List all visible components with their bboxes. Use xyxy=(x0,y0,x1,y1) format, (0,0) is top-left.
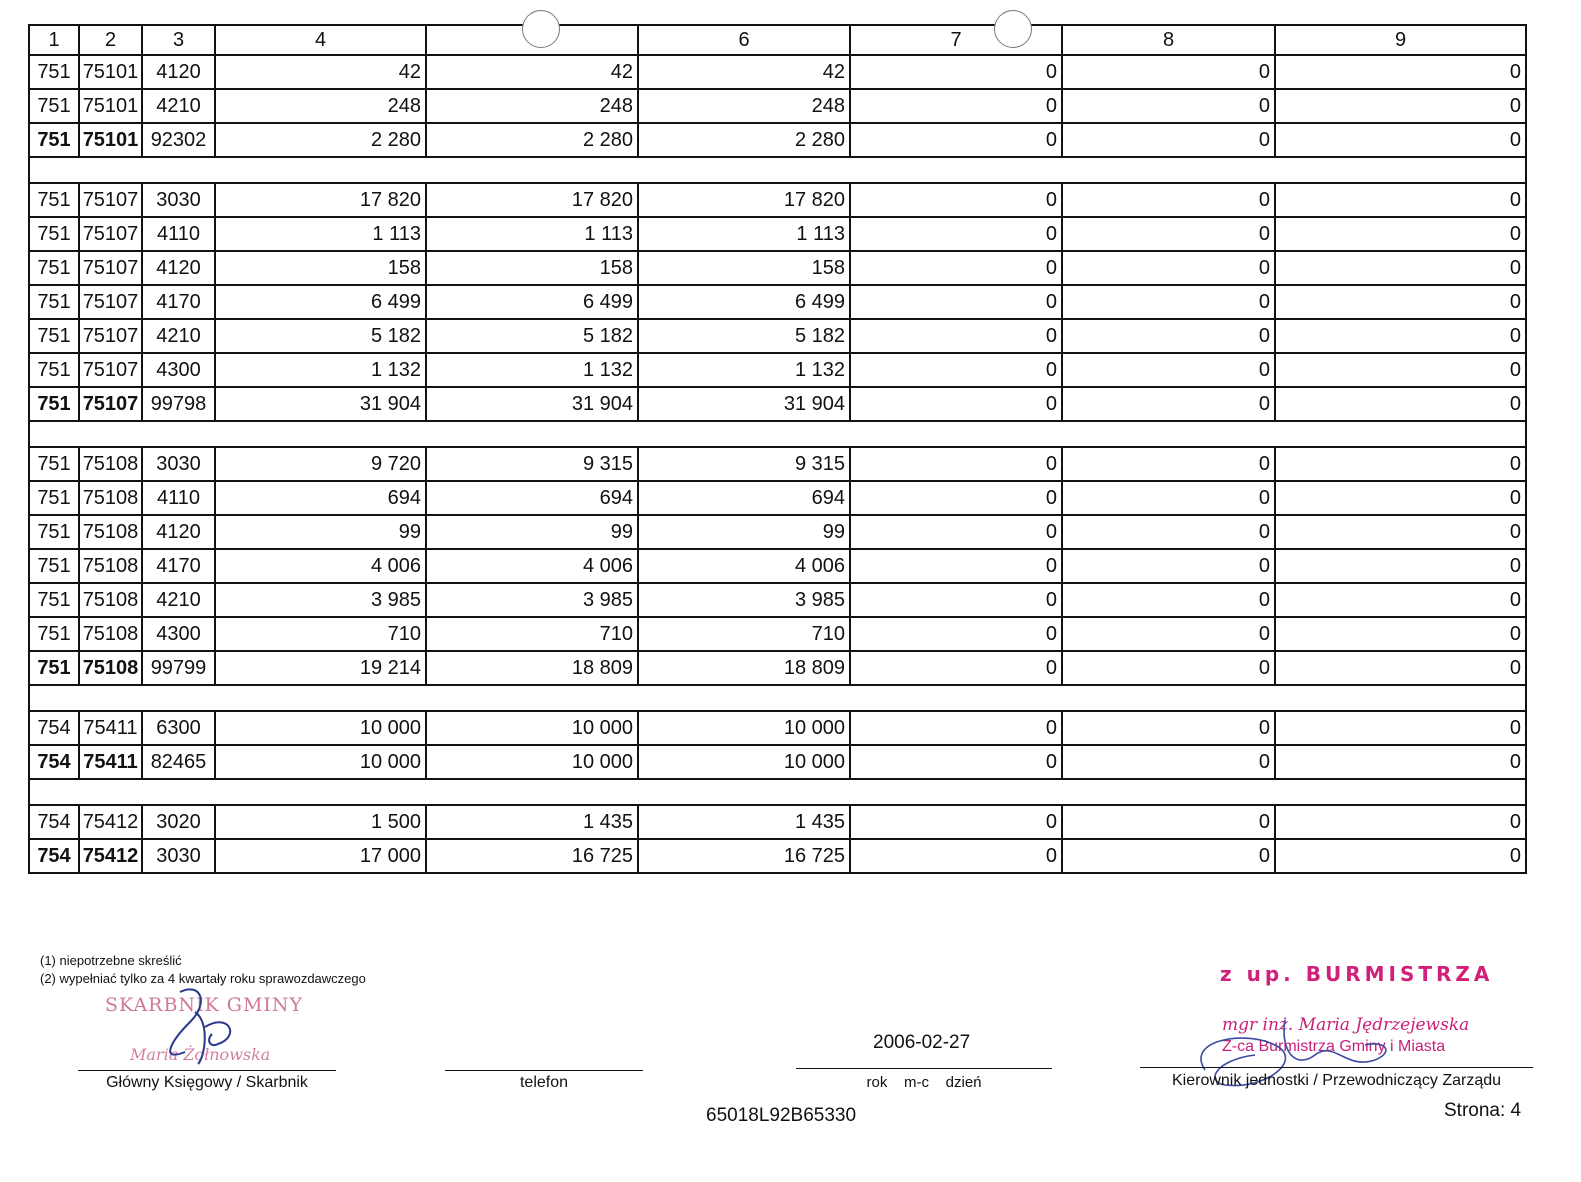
cell-col-4: 10 000 xyxy=(215,711,426,745)
cell-col-1: 754 xyxy=(29,839,79,873)
cell-col-6: 1 132 xyxy=(638,353,850,387)
cell-col-7: 0 xyxy=(850,251,1062,285)
table-row xyxy=(29,251,1526,285)
table-row xyxy=(29,839,1526,873)
cell-col-8: 0 xyxy=(1062,583,1275,617)
cell-col-8: 0 xyxy=(1062,549,1275,583)
cell-col-2: 75107 xyxy=(79,387,142,421)
cell-col-9: 0 xyxy=(1275,651,1526,685)
table-row xyxy=(29,651,1526,685)
punch-hole xyxy=(994,10,1032,48)
cell-col-2: 75108 xyxy=(79,583,142,617)
cell-col-2: 75108 xyxy=(79,447,142,481)
cell-col-8: 0 xyxy=(1062,183,1275,217)
cell-col-7: 0 xyxy=(850,353,1062,387)
cell-col-5: 1 113 xyxy=(426,217,638,251)
budget-table xyxy=(28,24,1527,874)
cell-col-9: 0 xyxy=(1275,617,1526,651)
cell-col-9: 0 xyxy=(1275,183,1526,217)
cell-col-6: 5 182 xyxy=(638,319,850,353)
cell-col-4: 17 000 xyxy=(215,839,426,873)
cell-col-3: 6300 xyxy=(142,711,215,745)
cell-col-5: 42 xyxy=(426,55,638,89)
table-row xyxy=(29,583,1526,617)
cell-col-1: 751 xyxy=(29,481,79,515)
cell-col-9: 0 xyxy=(1275,839,1526,873)
cell-col-8: 0 xyxy=(1062,745,1275,779)
group-separator xyxy=(29,421,1526,447)
cell-col-7: 0 xyxy=(850,805,1062,839)
cell-col-4: 1 113 xyxy=(215,217,426,251)
cell-col-3: 3030 xyxy=(142,183,215,217)
cell-col-6: 18 809 xyxy=(638,651,850,685)
separator-cell xyxy=(29,421,1526,447)
cell-col-9: 0 xyxy=(1275,805,1526,839)
table-row xyxy=(29,549,1526,583)
cell-col-1: 751 xyxy=(29,651,79,685)
cell-col-3: 99799 xyxy=(142,651,215,685)
table-row xyxy=(29,183,1526,217)
cell-col-4: 1 132 xyxy=(215,353,426,387)
group-separator xyxy=(29,685,1526,711)
cell-col-9: 0 xyxy=(1275,745,1526,779)
cell-col-9: 0 xyxy=(1275,251,1526,285)
table-row xyxy=(29,55,1526,89)
table-row xyxy=(29,319,1526,353)
cell-col-8: 0 xyxy=(1062,805,1275,839)
page-number: Strona: 4 xyxy=(1444,1100,1522,1121)
cell-col-6: 1 113 xyxy=(638,217,850,251)
header-col-9: 9 xyxy=(1275,25,1526,55)
cell-col-9: 0 xyxy=(1275,123,1526,157)
cell-col-9: 0 xyxy=(1275,387,1526,421)
cell-col-8: 0 xyxy=(1062,481,1275,515)
cell-col-6: 2 280 xyxy=(638,123,850,157)
cell-col-3: 4210 xyxy=(142,583,215,617)
header-col-1: 1 xyxy=(29,25,79,55)
cell-col-2: 75108 xyxy=(79,515,142,549)
group-separator xyxy=(29,779,1526,805)
cell-col-7: 0 xyxy=(850,447,1062,481)
footnote-2: (2) wypełniać tylko za 4 kwartały roku sprawozdawczego xyxy=(40,971,366,986)
cell-col-1: 751 xyxy=(29,583,79,617)
table-row xyxy=(29,481,1526,515)
mayor-stamp-name: mgr inż. Maria Jędrzejewska xyxy=(1222,1015,1470,1035)
cell-col-8: 0 xyxy=(1062,515,1275,549)
cell-col-5: 16 725 xyxy=(426,839,638,873)
cell-col-2: 75107 xyxy=(79,319,142,353)
cell-col-9: 0 xyxy=(1275,481,1526,515)
cell-col-7: 0 xyxy=(850,515,1062,549)
cell-col-4: 99 xyxy=(215,515,426,549)
cell-col-7: 0 xyxy=(850,319,1062,353)
cell-col-6: 10 000 xyxy=(638,711,850,745)
cell-col-8: 0 xyxy=(1062,251,1275,285)
cell-col-6: 17 820 xyxy=(638,183,850,217)
cell-col-1: 751 xyxy=(29,549,79,583)
cell-col-9: 0 xyxy=(1275,89,1526,123)
cell-col-3: 4120 xyxy=(142,515,215,549)
header-col-6: 6 xyxy=(638,25,850,55)
cell-col-9: 0 xyxy=(1275,55,1526,89)
cell-col-4: 4 006 xyxy=(215,549,426,583)
cell-col-1: 751 xyxy=(29,89,79,123)
cell-col-4: 158 xyxy=(215,251,426,285)
group-separator xyxy=(29,157,1526,183)
cell-col-7: 0 xyxy=(850,711,1062,745)
cell-col-8: 0 xyxy=(1062,89,1275,123)
table-row xyxy=(29,285,1526,319)
cell-col-1: 754 xyxy=(29,745,79,779)
cell-col-3: 4110 xyxy=(142,481,215,515)
cell-col-4: 710 xyxy=(215,617,426,651)
table-row xyxy=(29,515,1526,549)
cell-col-2: 75107 xyxy=(79,217,142,251)
cell-col-4: 1 500 xyxy=(215,805,426,839)
table-row xyxy=(29,805,1526,839)
cell-col-1: 751 xyxy=(29,251,79,285)
cell-col-2: 75107 xyxy=(79,251,142,285)
cell-col-6: 4 006 xyxy=(638,549,850,583)
table-row xyxy=(29,123,1526,157)
cell-col-9: 0 xyxy=(1275,319,1526,353)
cell-col-2: 75411 xyxy=(79,745,142,779)
cell-col-6: 9 315 xyxy=(638,447,850,481)
table-row xyxy=(29,353,1526,387)
cell-col-1: 751 xyxy=(29,285,79,319)
cell-col-5: 9 315 xyxy=(426,447,638,481)
cell-col-6: 710 xyxy=(638,617,850,651)
cell-col-1: 751 xyxy=(29,515,79,549)
document-code: 65018L92B65330 xyxy=(706,1105,857,1126)
cell-col-3: 3030 xyxy=(142,839,215,873)
cell-col-7: 0 xyxy=(850,89,1062,123)
cell-col-1: 751 xyxy=(29,617,79,651)
cell-col-1: 751 xyxy=(29,183,79,217)
cell-col-6: 42 xyxy=(638,55,850,89)
cell-col-7: 0 xyxy=(850,617,1062,651)
cell-col-2: 75108 xyxy=(79,549,142,583)
header-col-2: 2 xyxy=(79,25,142,55)
cell-col-5: 10 000 xyxy=(426,711,638,745)
cell-col-7: 0 xyxy=(850,217,1062,251)
cell-col-5: 1 132 xyxy=(426,353,638,387)
cell-col-1: 751 xyxy=(29,387,79,421)
cell-col-6: 10 000 xyxy=(638,745,850,779)
cell-col-7: 0 xyxy=(850,549,1062,583)
date-value: 2006-02-27 xyxy=(873,1032,971,1053)
cell-col-8: 0 xyxy=(1062,55,1275,89)
cell-col-2: 75108 xyxy=(79,617,142,651)
cell-col-9: 0 xyxy=(1275,711,1526,745)
cell-col-5: 1 435 xyxy=(426,805,638,839)
cell-col-1: 751 xyxy=(29,353,79,387)
accountant-signature-line xyxy=(78,1070,336,1071)
cell-col-7: 0 xyxy=(850,745,1062,779)
cell-col-4: 9 720 xyxy=(215,447,426,481)
phone-line xyxy=(445,1070,643,1071)
header-col-3: 3 xyxy=(142,25,215,55)
accountant-label: Główny Księgowy / Skarbnik xyxy=(106,1074,308,1091)
footnote-1: (1) niepotrzebne skreślić xyxy=(40,953,182,968)
cell-col-5: 2 280 xyxy=(426,123,638,157)
cell-col-3: 4170 xyxy=(142,285,215,319)
cell-col-6: 16 725 xyxy=(638,839,850,873)
cell-col-8: 0 xyxy=(1062,319,1275,353)
cell-col-2: 75412 xyxy=(79,805,142,839)
cell-col-3: 4210 xyxy=(142,89,215,123)
cell-col-1: 751 xyxy=(29,55,79,89)
header-col-7: 7 xyxy=(850,25,1062,55)
cell-col-5: 710 xyxy=(426,617,638,651)
cell-col-6: 1 435 xyxy=(638,805,850,839)
cell-col-2: 75411 xyxy=(79,711,142,745)
cell-col-7: 0 xyxy=(850,285,1062,319)
table-row xyxy=(29,447,1526,481)
cell-col-8: 0 xyxy=(1062,353,1275,387)
cell-col-9: 0 xyxy=(1275,583,1526,617)
mayor-stamp-title: Z-ca Burmistrza Gminy i Miasta xyxy=(1222,1038,1446,1055)
cell-col-6: 31 904 xyxy=(638,387,850,421)
cell-col-5: 6 499 xyxy=(426,285,638,319)
cell-col-1: 751 xyxy=(29,319,79,353)
cell-col-4: 6 499 xyxy=(215,285,426,319)
cell-col-8: 0 xyxy=(1062,711,1275,745)
accountant-stamp-name: Maria Żołnowska xyxy=(130,1045,271,1064)
cell-col-3: 4110 xyxy=(142,217,215,251)
cell-col-6: 99 xyxy=(638,515,850,549)
cell-col-6: 6 499 xyxy=(638,285,850,319)
table-row xyxy=(29,617,1526,651)
cell-col-2: 75108 xyxy=(79,481,142,515)
cell-col-8: 0 xyxy=(1062,387,1275,421)
cell-col-4: 42 xyxy=(215,55,426,89)
cell-col-7: 0 xyxy=(850,481,1062,515)
cell-col-1: 751 xyxy=(29,447,79,481)
header-col-8: 8 xyxy=(1062,25,1275,55)
cell-col-7: 0 xyxy=(850,123,1062,157)
cell-col-8: 0 xyxy=(1062,839,1275,873)
cell-col-4: 5 182 xyxy=(215,319,426,353)
table-row xyxy=(29,711,1526,745)
cell-col-2: 75101 xyxy=(79,89,142,123)
cell-col-7: 0 xyxy=(850,183,1062,217)
phone-label: telefon xyxy=(519,1074,569,1091)
cell-col-4: 694 xyxy=(215,481,426,515)
date-line xyxy=(796,1068,1052,1069)
cell-col-5: 5 182 xyxy=(426,319,638,353)
cell-col-9: 0 xyxy=(1275,353,1526,387)
cell-col-3: 4170 xyxy=(142,549,215,583)
cell-col-8: 0 xyxy=(1062,617,1275,651)
cell-col-8: 0 xyxy=(1062,123,1275,157)
cell-col-4: 2 280 xyxy=(215,123,426,157)
cell-col-5: 3 985 xyxy=(426,583,638,617)
cell-col-2: 75107 xyxy=(79,183,142,217)
accountant-signature xyxy=(140,982,250,1072)
cell-col-1: 754 xyxy=(29,805,79,839)
cell-col-3: 4300 xyxy=(142,617,215,651)
table-body xyxy=(29,55,1526,873)
cell-col-6: 248 xyxy=(638,89,850,123)
cell-col-4: 19 214 xyxy=(215,651,426,685)
cell-col-1: 751 xyxy=(29,123,79,157)
cell-col-9: 0 xyxy=(1275,549,1526,583)
cell-col-7: 0 xyxy=(850,583,1062,617)
cell-col-1: 751 xyxy=(29,217,79,251)
cell-col-9: 0 xyxy=(1275,285,1526,319)
header-row xyxy=(29,25,1526,55)
cell-col-8: 0 xyxy=(1062,217,1275,251)
cell-col-9: 0 xyxy=(1275,447,1526,481)
cell-col-3: 4210 xyxy=(142,319,215,353)
cell-col-5: 99 xyxy=(426,515,638,549)
cell-col-4: 31 904 xyxy=(215,387,426,421)
cell-col-5: 10 000 xyxy=(426,745,638,779)
manager-label: Kierownik jednostki / Przewodniczący Zarządu xyxy=(1171,1072,1502,1089)
separator-cell xyxy=(29,685,1526,711)
cell-col-3: 3020 xyxy=(142,805,215,839)
cell-col-5: 158 xyxy=(426,251,638,285)
cell-col-5: 17 820 xyxy=(426,183,638,217)
table-row xyxy=(29,387,1526,421)
cell-col-7: 0 xyxy=(850,55,1062,89)
cell-col-7: 0 xyxy=(850,651,1062,685)
separator-cell xyxy=(29,157,1526,183)
cell-col-6: 158 xyxy=(638,251,850,285)
cell-col-4: 10 000 xyxy=(215,745,426,779)
cell-col-2: 75101 xyxy=(79,123,142,157)
manager-signature-line xyxy=(1140,1067,1533,1068)
cell-col-2: 75107 xyxy=(79,353,142,387)
cell-col-3: 3030 xyxy=(142,447,215,481)
cell-col-7: 0 xyxy=(850,387,1062,421)
cell-col-9: 0 xyxy=(1275,515,1526,549)
cell-col-2: 75107 xyxy=(79,285,142,319)
separator-cell xyxy=(29,779,1526,805)
cell-col-5: 18 809 xyxy=(426,651,638,685)
cell-col-2: 75101 xyxy=(79,55,142,89)
cell-col-4: 3 985 xyxy=(215,583,426,617)
cell-col-6: 3 985 xyxy=(638,583,850,617)
cell-col-3: 4300 xyxy=(142,353,215,387)
cell-col-5: 4 006 xyxy=(426,549,638,583)
mayor-stamp: z up. BURMISTRZA xyxy=(1220,962,1494,986)
cell-col-8: 0 xyxy=(1062,651,1275,685)
cell-col-7: 0 xyxy=(850,839,1062,873)
cell-col-8: 0 xyxy=(1062,285,1275,319)
table-row xyxy=(29,89,1526,123)
cell-col-3: 82465 xyxy=(142,745,215,779)
cell-col-2: 75108 xyxy=(79,651,142,685)
table-row xyxy=(29,217,1526,251)
cell-col-5: 31 904 xyxy=(426,387,638,421)
cell-col-4: 248 xyxy=(215,89,426,123)
table-row xyxy=(29,745,1526,779)
cell-col-4: 17 820 xyxy=(215,183,426,217)
cell-col-8: 0 xyxy=(1062,447,1275,481)
cell-col-6: 694 xyxy=(638,481,850,515)
header-col-4: 4 xyxy=(215,25,426,55)
cell-col-3: 4120 xyxy=(142,251,215,285)
cell-col-5: 694 xyxy=(426,481,638,515)
punch-hole xyxy=(522,10,560,48)
cell-col-9: 0 xyxy=(1275,217,1526,251)
cell-col-3: 4120 xyxy=(142,55,215,89)
date-label: rok m-c dzień xyxy=(866,1074,982,1091)
accountant-stamp: SKARBNIK GMINY xyxy=(105,994,304,1016)
cell-col-3: 92302 xyxy=(142,123,215,157)
cell-col-2: 75412 xyxy=(79,839,142,873)
cell-col-1: 754 xyxy=(29,711,79,745)
cell-col-5: 248 xyxy=(426,89,638,123)
cell-col-3: 99798 xyxy=(142,387,215,421)
